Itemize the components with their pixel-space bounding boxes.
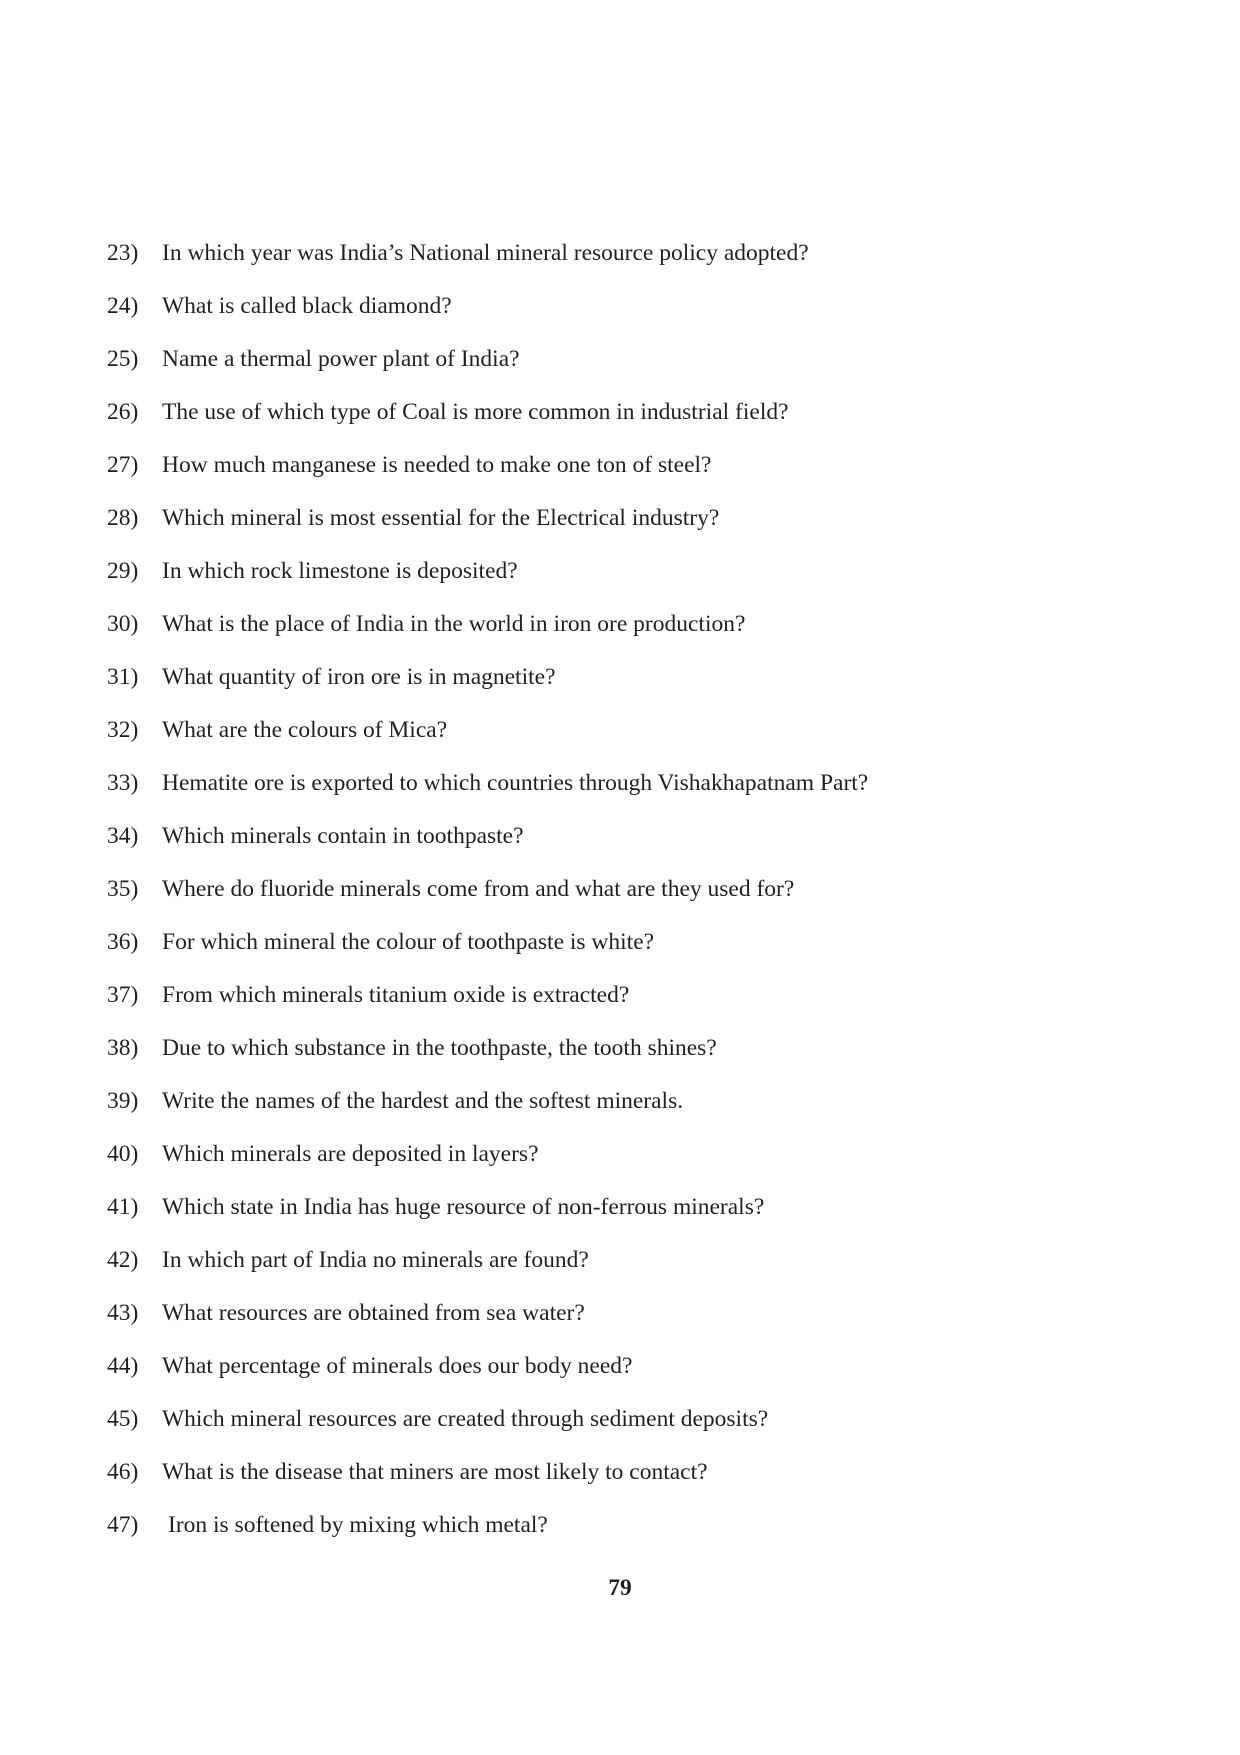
question-item — [107, 662, 1147, 715]
question-item — [107, 397, 1147, 450]
question-item — [107, 1192, 1147, 1245]
question-text: What resources are obtained from sea water? — [162, 1300, 585, 1326]
question-text: What are the colours of Mica? — [162, 717, 448, 743]
question-number: 35) — [107, 876, 139, 902]
question-item — [107, 556, 1147, 609]
question-text: Name a thermal power plant of India? — [162, 346, 520, 372]
question-text: Where do fluoride minerals come from and what are they used for? — [162, 876, 795, 902]
question-text: In which part of India no minerals are found? — [162, 1247, 589, 1273]
question-number: 45) — [107, 1406, 139, 1432]
question-number: 36) — [107, 929, 139, 955]
question-number: 32) — [107, 717, 139, 743]
question-text: Iron is softened by mixing which metal? — [168, 1512, 548, 1538]
question-text: Which minerals are deposited in layers? — [162, 1141, 539, 1167]
question-item — [107, 1245, 1147, 1298]
question-text: From which minerals titanium oxide is extracted? — [162, 982, 630, 1008]
question-list — [107, 238, 1147, 1563]
question-number: 37) — [107, 982, 139, 1008]
question-number: 30) — [107, 611, 139, 637]
question-number: 44) — [107, 1353, 139, 1379]
question-number: 34) — [107, 823, 139, 849]
question-item — [107, 980, 1147, 1033]
page-number: 79 — [608, 1575, 632, 1601]
question-item — [107, 291, 1147, 344]
question-item — [107, 609, 1147, 662]
question-item — [107, 1139, 1147, 1192]
question-number: 23) — [107, 240, 139, 266]
question-number: 40) — [107, 1141, 139, 1167]
question-text: Which mineral is most essential for the Electrical industry? — [162, 505, 720, 531]
question-item — [107, 503, 1147, 556]
question-item — [107, 1351, 1147, 1404]
question-item — [107, 821, 1147, 874]
question-text: What quantity of iron ore is in magnetite? — [162, 664, 556, 690]
question-item — [107, 238, 1147, 291]
question-text: Write the names of the hardest and the softest minerals. — [162, 1088, 684, 1114]
question-number: 31) — [107, 664, 139, 690]
question-item — [107, 715, 1147, 768]
question-text: Due to which substance in the toothpaste, the tooth shines? — [162, 1035, 717, 1061]
question-item — [107, 1033, 1147, 1086]
question-text: What is the place of India in the world in iron ore production? — [162, 611, 746, 637]
question-text: Which state in India has huge resource of non-ferrous minerals? — [162, 1194, 765, 1220]
question-number: 25) — [107, 346, 139, 372]
question-text: What is called black diamond? — [162, 293, 452, 319]
question-text: The use of which type of Coal is more common in industrial field? — [162, 399, 789, 425]
question-item — [107, 1404, 1147, 1457]
question-item — [107, 1086, 1147, 1139]
question-number: 43) — [107, 1300, 139, 1326]
question-item — [107, 874, 1147, 927]
question-text: For which mineral the colour of toothpaste is white? — [162, 929, 655, 955]
question-text: In which rock limestone is deposited? — [162, 558, 518, 584]
question-text: Which minerals contain in toothpaste? — [162, 823, 524, 849]
question-number: 24) — [107, 293, 139, 319]
question-item — [107, 768, 1147, 821]
question-number: 27) — [107, 452, 139, 478]
question-item — [107, 1510, 1147, 1563]
question-item — [107, 1457, 1147, 1510]
question-number: 42) — [107, 1247, 139, 1273]
question-number: 46) — [107, 1459, 139, 1485]
question-number: 41) — [107, 1194, 139, 1220]
question-number: 28) — [107, 505, 139, 531]
question-text: Which mineral resources are created through sediment deposits? — [162, 1406, 769, 1432]
question-number: 33) — [107, 770, 139, 796]
question-text: Hematite ore is exported to which countries through Vishakhapatnam Part? — [162, 770, 869, 796]
question-item — [107, 927, 1147, 980]
question-text: In which year was India’s National mineral resource policy adopted? — [162, 240, 809, 266]
question-item — [107, 450, 1147, 503]
question-item — [107, 344, 1147, 397]
question-number: 47) — [107, 1512, 139, 1538]
question-text: What is the disease that miners are most likely to contact? — [162, 1459, 708, 1485]
question-item — [107, 1298, 1147, 1351]
question-number: 39) — [107, 1088, 139, 1114]
question-number: 38) — [107, 1035, 139, 1061]
question-text: What percentage of minerals does our body need? — [162, 1353, 633, 1379]
question-number: 26) — [107, 399, 139, 425]
question-text: How much manganese is needed to make one ton of steel? — [162, 452, 712, 478]
question-number: 29) — [107, 558, 139, 584]
